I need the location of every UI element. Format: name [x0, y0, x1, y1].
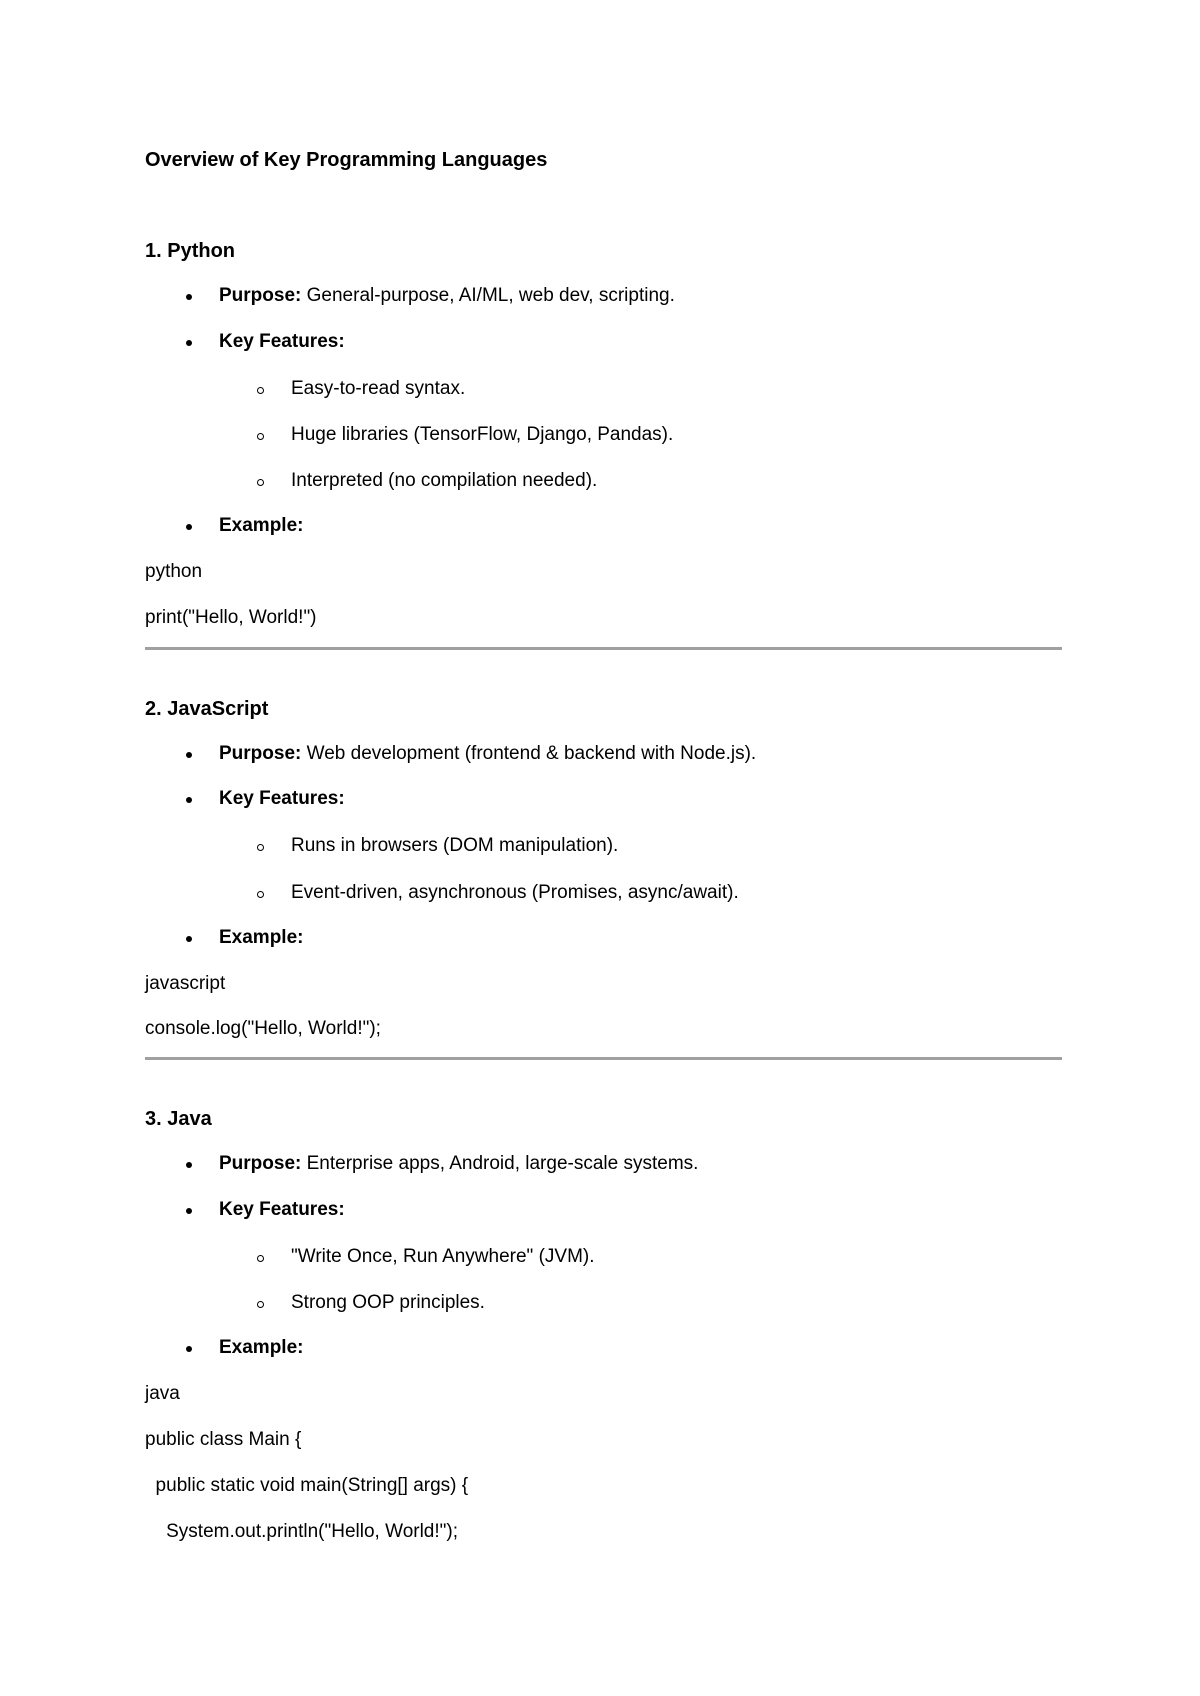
feature-item: Strong OOP principles.: [291, 1292, 485, 1313]
code-line: public static void main(String[] args) {: [145, 1475, 469, 1496]
purpose-item-javascript: [219, 742, 756, 766]
bullet-icon: [186, 936, 192, 942]
purpose-label: Purpose:: [219, 1153, 302, 1174]
code-line: print("Hello, World!"): [145, 607, 317, 628]
code-line: public class Main {: [145, 1429, 302, 1450]
bullet-icon: [186, 797, 192, 803]
purpose-label: Purpose:: [219, 743, 302, 764]
example-label-python: Example:: [219, 515, 304, 536]
bullet-icon: [186, 1208, 192, 1214]
feature-item: "Write Once, Run Anywhere" (JVM).: [291, 1246, 595, 1267]
code-language-label: javascript: [145, 973, 226, 994]
bullet-icon: [186, 340, 192, 346]
purpose-label: Purpose:: [219, 285, 302, 306]
code-language-label: python: [145, 561, 203, 582]
section-heading-java: 3. Java: [145, 1108, 212, 1130]
sub-bullet-icon: [257, 387, 264, 394]
code-language-label: java: [145, 1383, 180, 1404]
feature-item: Interpreted (no compilation needed).: [291, 470, 598, 491]
bullet-icon: [186, 752, 192, 758]
sub-bullet-icon: [257, 479, 264, 486]
sub-bullet-icon: [257, 1301, 264, 1308]
purpose-text: Enterprise apps, Android, large-scale systems.: [301, 1153, 699, 1174]
sub-bullet-icon: [257, 1255, 264, 1262]
section-divider: [145, 647, 1062, 650]
sub-bullet-icon: [257, 844, 264, 851]
code-line: System.out.println("Hello, World!");: [145, 1521, 459, 1542]
purpose-text: Web development (frontend & backend with Node.js).: [301, 743, 757, 764]
feature-item: Runs in browsers (DOM manipulation).: [291, 835, 619, 856]
code-line: console.log("Hello, World!");: [145, 1018, 381, 1039]
features-label-java: Key Features:: [219, 1199, 345, 1220]
feature-item: Event-driven, asynchronous (Promises, async/await).: [291, 882, 739, 903]
bullet-icon: [186, 1162, 192, 1168]
feature-item: Huge libraries (TensorFlow, Django, Pandas).: [291, 424, 674, 445]
purpose-item-java: [219, 1152, 698, 1176]
document-title: Overview of Key Programming Languages: [145, 149, 548, 171]
feature-item: Easy-to-read syntax.: [291, 378, 466, 399]
sub-bullet-icon: [257, 433, 264, 440]
sub-bullet-icon: [257, 891, 264, 898]
bullet-icon: [186, 294, 192, 300]
features-label-javascript: Key Features:: [219, 788, 345, 809]
example-label-java: Example:: [219, 1337, 304, 1358]
bullet-icon: [186, 1346, 192, 1352]
example-label-javascript: Example:: [219, 927, 304, 948]
bullet-icon: [186, 524, 192, 530]
features-label-python: Key Features:: [219, 331, 345, 352]
section-heading-python: 1. Python: [145, 240, 236, 262]
section-heading-javascript: 2. JavaScript: [145, 698, 269, 720]
purpose-item-python: [219, 284, 675, 308]
section-divider: [145, 1057, 1062, 1060]
purpose-text: General-purpose, AI/ML, web dev, scripting.: [301, 285, 675, 306]
